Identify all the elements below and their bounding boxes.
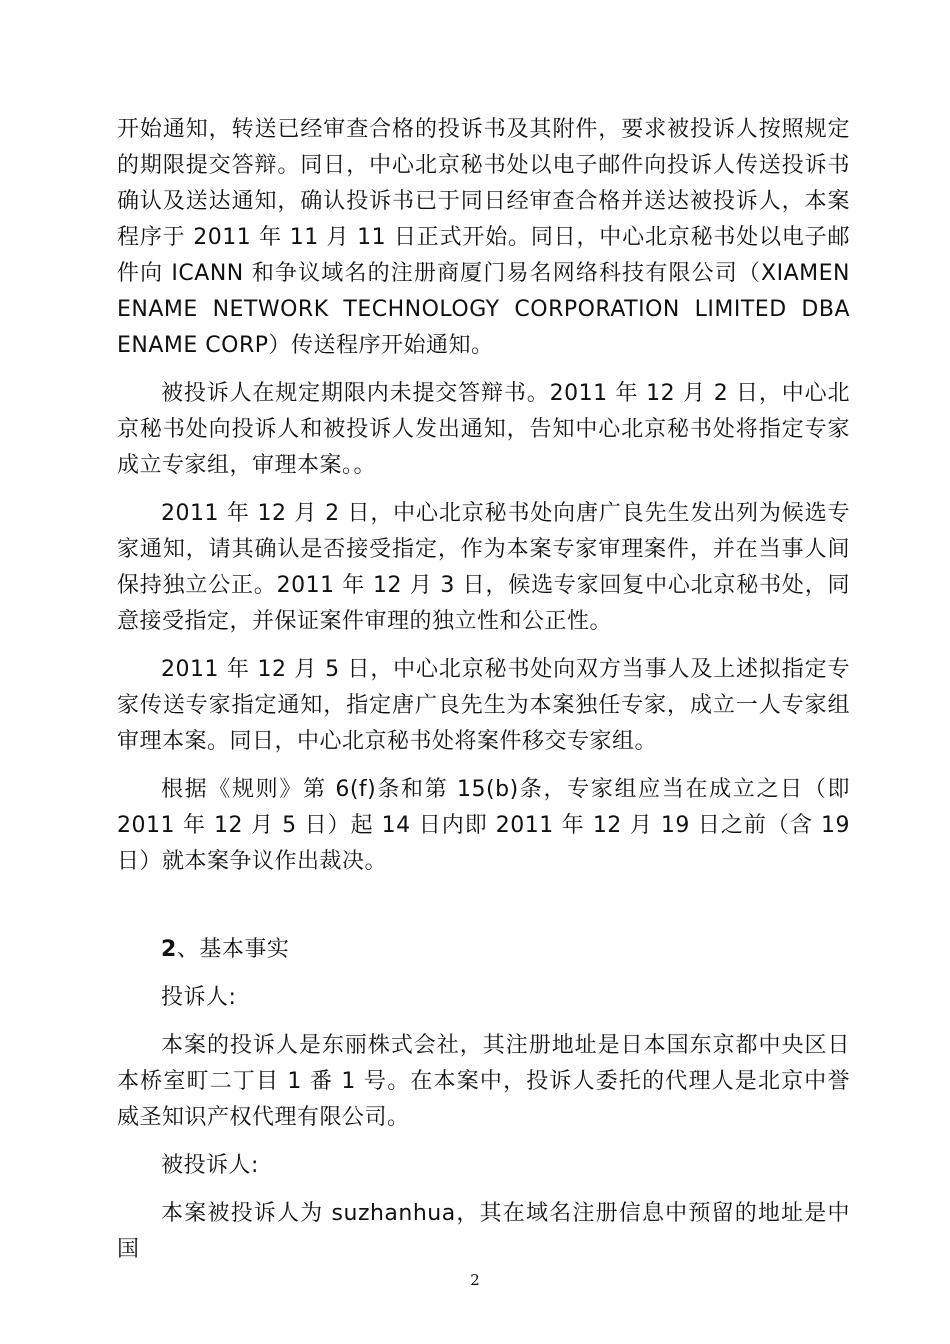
paragraph-candidate-expert: 2011 年 12 月 2 日，中心北京秘书处向唐广良先生发出列为候选专家通知，请其确认是否接受指定，作为本案专家审理案件，并在当事人间保持独立公正。2011 年 12 月 3 日，候选专家回复中心北京秘书处，同意接受指定，并保证案件审理的独立性和公正性。 (117, 501, 850, 634)
respondent-paragraph: 本案被投诉人为 suzhanhua，其在域名注册信息中预留的地址是中国 (117, 1201, 850, 1262)
paragraph-no-response: 被投诉人在规定期限内未提交答辩书。2011 年 12 月 2 日，中心北京秘书处向投诉人和被投诉人发出通知，告知中心北京秘书处将指定专家成立专家组，审理本案。。 (117, 381, 850, 478)
paragraph-decision-deadline: 根据《规则》第 6(f)条和第 15(b)条，专家组应当在成立之日（即 2011 年 12 月 5 日）起 14 日内即 2011 年 12 月 19 日之前（含 19 日）就本案争议作出裁决。 (117, 777, 850, 874)
paragraph-procedure-start: 开始通知，转送已经审查合格的投诉书及其附件，要求被投诉人按照规定的期限提交答辩。同日，中心北京秘书处以电子邮件向投诉人传送投诉书确认及送达通知，确认投诉书已于同日经审查合格并送达被投诉人，本案程序于 2011 年 11 月 11 日正式开始。同日，中心北京秘书处以电子邮件向 ICANN 和争议域名的注册商厦门易名网络科技有限公司（XIAMEN ENAME NETWORK TECHNOLOGY CORPORATION LIMITED DBA ENAME CORP）传送程序开始通知。 (117, 117, 850, 358)
page-body (117, 112, 850, 1280)
respondent-label: 被投诉人: (161, 1153, 259, 1178)
section-title: 、基本事实 (176, 937, 290, 962)
complainant-paragraph: 本案的投诉人是东丽株式会社，其注册地址是日本国东京都中央区日本桥室町二丁目 1 番 1 号。在本案中，投诉人委托的代理人是北京中誉威圣知识产权代理有限公司。 (117, 1033, 850, 1130)
page-number: 2 (470, 1271, 480, 1289)
complainant-label: 投诉人: (161, 985, 237, 1010)
section-heading (117, 932, 850, 968)
section-number: 2 (161, 937, 177, 962)
paragraph-expert-appointment: 2011 年 12 月 5 日，中心北京秘书处向双方当事人及上述拟指定专家传送专家指定通知，指定唐广良先生为本案独任专家，成立一人专家组审理本案。同日，中心北京秘书处将案件移交专家组。 (117, 657, 850, 754)
